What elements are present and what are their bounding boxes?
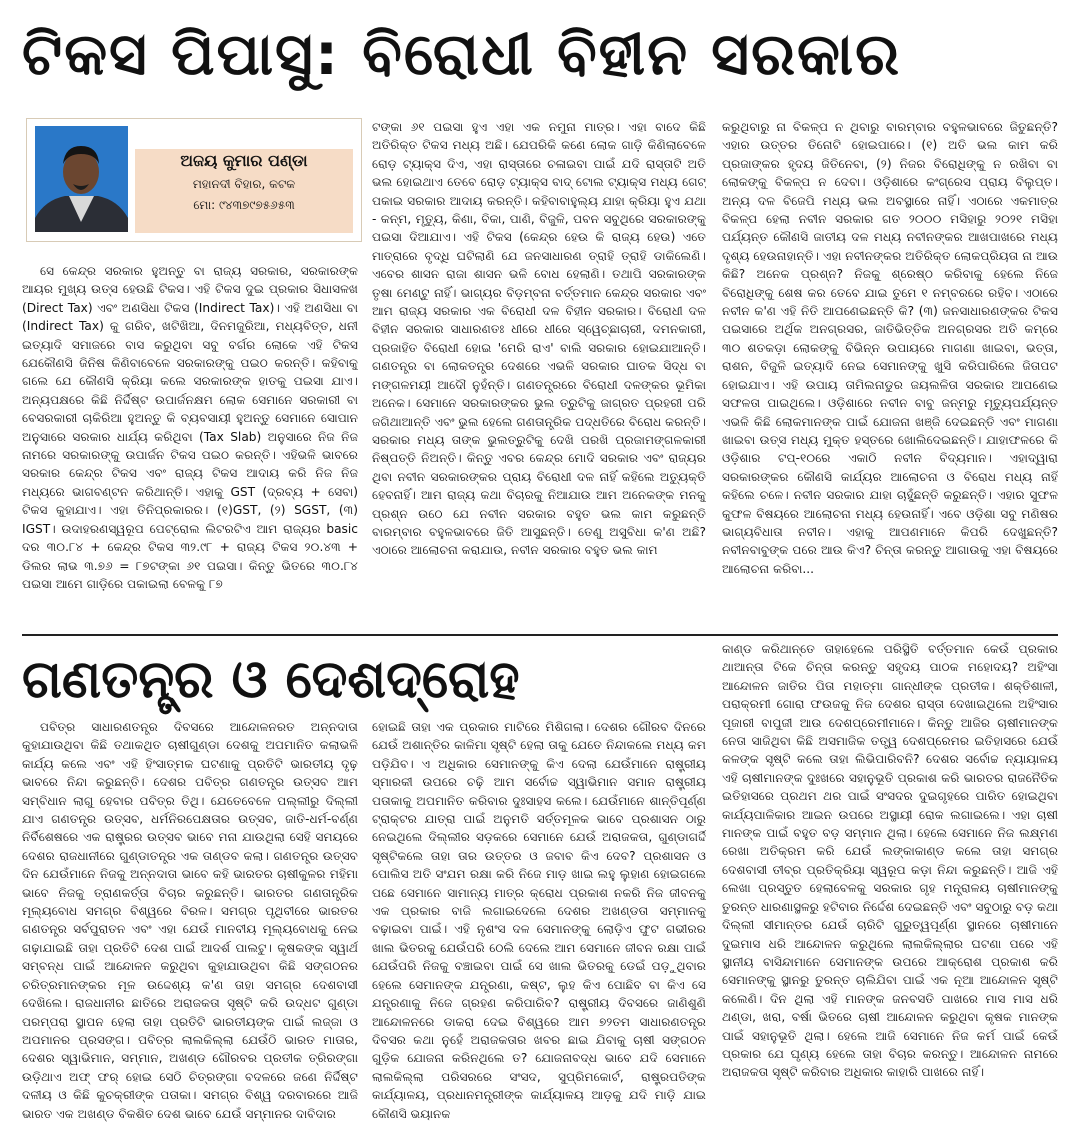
article2-column-3 (722, 640, 1058, 1138)
article2-column-1 (22, 718, 358, 1138)
article1-column-2 (372, 118, 706, 630)
author-name: ଅଜୟ କୁମାର ପଣ୍ଡା (180, 151, 308, 170)
article2-headline: ଗଣତନ୍ତ୍ର ଓ ଦେଶଦ୍ରୋହ (22, 650, 520, 710)
author-phone: ମୋ: ୯୪୩୭୯୭୫୬୫୩ (193, 198, 295, 212)
article2-column-2-text: ହୋଇଛି ତାହା ଏକ ପ୍ରକାର ମାଟିରେ ମିଶିଗଲା। ଦେଶର ଗୌରବ ଦିନରେ ଯେଉଁ ଅଶାନ୍ତିର କାଳିମା ସୃଷ୍ଟି ହେଲା ତାକୁ ଯେତେ ନିନ୍ଦାକଲେ ମଧ୍ୟ କମ ପଡ଼ିଯିବ। ଏ ଅଧିକାର ସେମାନଙ୍କୁ କିଏ ଦେଲା ଯେଉଁମାନେ ରାଷ୍ଟ୍ରୀୟ ସ୍ମାରକୀ ଉପରେ ଚଢ଼ି ଆମ ସର୍ବୋଚ୍ଚ ସ୍ୱାଭିମାନ ସମାନ ରାଷ୍ଟ୍ରୀୟ ପତାକାକୁ ଅପମାନିତ କରିବାର ଦୁଃସାହସ କଲେ। ଯେଉଁମାନେ ଶାନ୍ତିପୂର୍ଣ୍ଣ ଟ୍ରାକ୍ଟର ଯାତ୍ରା ପାଇଁ ଅନୁମତି ସର୍ତ୍ତମୂଳକ ଭାବେ ପ୍ରଶାସନ ଠାରୁ ନେଇଥିଲେ ଦିଲ୍ଲୀର ସଡ଼କରେ ସେମାନେ ଯେଉଁ ଅରାଜକତା, ଗୁଣ୍ଡାଗର୍ଦ୍ଦି ସୃଷ୍ଟିକଲେ ତାହା ତାର ଉତ୍ତର ଓ ଜବାବ କିଏ ଦେବ? ପ୍ରଶାସନ ଓ ପୋଲିସ ଅତି ସଂଯମ ରକ୍ଷା କରି ନିଜେ ମାଡ଼ ଖାଇ ଲହୁ ଲୁହାଣ ହୋଇଗଲେ ପଛେ ସେମାନେ ସାମାନ୍ୟ ମାତ୍ର କ୍ରୋଧ ପ୍ରକାଶ ନକରି ନିଜ ଜୀବନକୁ ଏକ ପ୍ରକାର ବାଜି ଲଗାଇଦେଲେ ଦେଶର ଅଖଣ୍ଡତା ସମ୍ମାନକୁ ବଢ଼ାଇବା ପାଇଁ। ଏହି ନୃଶଂସ ଦଳ ସେମାନଙ୍କୁ ଲୋଡ଼ିଏ ଫୁଟ ଗଭୀରର ଖାଲ ଭିତରକୁ ଯେଉଁପରି ଠେଲି ଦେଲେ ଆମ ସେମାନେ ଜୀବନ ରକ୍ଷା ପାଇଁ ଯେଉଁପରି ନିଜକୁ ବଞ୍ଚାଇବା ପାଇଁ ସେ ଖାଲ ଭିତରକୁ ଡେଇଁ ପଡ଼ୁଥିବାର ହେଲେ ସେମାନଙ୍କ ଯନ୍ତ୍ରଣା, କଷ୍ଟ, ଲୁହ କିଏ ପୋଛିବ ବା କିଏ ସେ ଯନ୍ତ୍ରଣାକୁ ନିଜେ ଗ୍ରହଣ କରିପାରିବ? ରାଷ୍ଟ୍ରୀୟ ଦିବସରେ ଜାଣିଶୁଣି ଆନ୍ଦୋଳନରେ ଡାକରା ଦେଇ ବିଶ୍ୱରେ ଆମ ୭୨ତମ ସାଧାରଣତନ୍ତ୍ର ଦିବସର କଥା ନୁହେଁ ଅରାଜକତାର ଖବର ଛାଇ ଯିବାକୁ ଚାଷୀ ସଙ୍ଗଠନ ଗୁଡ଼ିକ ଯୋଜନା କରିନଥିଲେ ତ? ଯୋଜନାବଦ୍ଧ ଭାବେ ଯଦି ସେମାନେ ଲାଲକିଲ୍ଲା ପରିସରରେ ସଂସଦ, ସୁପ୍ରିମକୋର୍ଟ, ରାଷ୍ଟ୍ରପତିଙ୍କ କାର୍ଯ୍ୟାଳୟ, ପ୍ରଧାନମନ୍ତ୍ରୀଙ୍କ କାର୍ଯ୍ୟାଳୟ ଆଡ଼କୁ ଯଦି ମାଡ଼ି ଯାଇ କୌଣସି ଭୟାନକ (372, 720, 706, 1121)
author-info (135, 149, 353, 233)
author-box (26, 118, 362, 242)
article1-column-3-text: କରୁଥିବାରୁ ନା ବିକଳ୍ପ ନ ଥିବାରୁ ବାରମ୍ବାର ବହୁଳଭାବରେ ଜିତୁଛନ୍ତି? ଏହାର ଉତ୍ତର ତିନୋଟି ହୋଇପାରେ। (୧) ଅତି ଭଲ କାମ କରି ପ୍ରଜାଙ୍କର ହୃଦୟ ଜିତିନେବା, (୨) ନିଜର ବିରୋଧିଙ୍କୁ ନ ରଖିବା ବା ଲୋକଙ୍କୁ ବିକଳ୍ପ ନ ଦେବା। ଓଡ଼ିଶାରେ କଂଗ୍ରେସ ପ୍ରାୟ ବିଲୁପ୍ତ। ଅନ୍ୟ ଦଳ ବିଜେପି ମଧ୍ୟ ଭଲ ଅବସ୍ଥାରେ ନାହିଁ। ଏଠାରେ ଏକମାତ୍ର ବିକଳ୍ପ ହେଲା ନବୀନ ସରକାର ଗତ ୨୦୦୦ ମସିହାରୁ ୨୦୨୧ ମସିହା ପର୍ଯ୍ୟନ୍ତ କୌଣସି ଜାତୀୟ ଦଳ ମଧ୍ୟ ନବୀନଙ୍କର ଆଖପାଖରେ ମଧ୍ୟ ଦୃଶ୍ୟ ହେଉନାହାନ୍ତି। ଏହା ନବୀନଙ୍କର ଅତିରିକ୍ତ ଲୋକପ୍ରିୟତା ନା ଆଉ କିଛି? ଅନେକ ପ୍ରଶ୍ନ? ନିଜକୁ ଶ୍ରେଷ୍ଠ କରିବାକୁ ହେଲେ ନିଜେ ବିରୋଧିଙ୍କୁ ଶେଷ କର ତେବେ ଯାଇ ତୁମେ ୧ ନମ୍ବରରେ ରହିବ। ଏଠାରେ ନବୀନ କ'ଣ ଏହି ନିତି ଆପଣେଇଛନ୍ତି କି? (୩) ଜନସାଧାରଣଙ୍କର ଟିକସ ପଇସାରେ ଅର୍ଥିକ ଅନଗ୍ରସର, ଜାତିଭିତ୍ତିକ ଅନଗ୍ରସର ଅତି କମ୍‌ରେ ୩୦ ଶତକଡ଼ା ଲୋକଙ୍କୁ ବିଭିନ୍ନ ଉପାୟରେ ମାଗଣା ଖାଇବା, ଭତ୍ତା, ରାଶନ, ବିଜୁଳି ଇତ୍ୟାଦି ନେଇ ସେମାନଙ୍କୁ ଖୁସି କରିପାରିଲେ ଜିତାପଟ ହୋଇଯାଏ। ଏହି ଉପାୟ ତାମିଲନାଡୁର ଜୟଲଳିତା ସରକାର ଆପଣେଇ ସଫଳତା ପାଇଥିଲେ। ଓଡ଼ିଶାରେ ନବୀନ ବାବୁ ଜନ୍ମରୁ ମୃତ୍ୟୁପର୍ଯ୍ୟନ୍ତ ଏଭଳି କିଛି ଲୋକମାନଙ୍କ ପାଇଁ ଯୋଜନା ଖଞ୍ଜି ଦେଇଛନ୍ତି ଏବଂ ମାଗଣା ଖାଇବା ଉତ୍ସ ମଧ୍ୟ ମୁକ୍ତ ହସ୍ତରେ ଖୋଲିଦେଇଛନ୍ତି। ଯାହାଫଳରେ କି ଓଡ଼ିଶାର ଟପ୍-୧୦ରେ ଏକାଠି ନବୀନ ବିଦ୍ୟମାନ। ଏହାଦ୍ୱାରା ସରକାରଙ୍କର କୌଣସି କାର୍ଯ୍ୟର ଆଲୋଚନା ଓ ବିରୋଧ ମଧ୍ୟ ନାହିଁ କହିଲେ ଚଳେ। ନବୀନ ସରକାର ଯାହା ଚାହୁଁଛନ୍ତି କରୁଛନ୍ତି। ଏହାର ସୁଫଳ କୁଫଳ ବିଷୟରେ ଆଲୋଚନା ମଧ୍ୟ ହେଉନାହିଁ। ଏବେ ଓଡ଼ିଶା ସବୁ ମଣିଷର ଭାଗ୍ୟବିଧାତା ନବୀନ। ଏହାକୁ ଆପଣମାନେ କିପରି ଦେଖୁଛନ୍ତି? ନବୀନବାବୁଙ୍କ ପରେ ଆଉ କିଏ? ଚିନ୍ତା କରନ୍ତୁ ଆଗାଉକୁ ଏହା ବିଷୟରେ ଆଲୋଚନା କରିବା... (722, 120, 1058, 576)
article2-column-3-text: କାଣ୍ଡ କରିଥାନ୍ତେ ତାହାହେଲେ ପରିସ୍ଥିତି ବର୍ତ୍ତମାନ କେଉଁ ପ୍ରକାର ଥାଆନ୍ତା ଟିକେ ଚିନ୍ତା କରନ୍ତୁ ସହୃଦୟ ପାଠକ ମହୋଦୟ? ଅହିଂସା ଆନ୍ଦୋଳନ ଜାତିର ପିତା ମହାତ୍ମା ଗାନ୍ଧୀଙ୍କ ପ୍ରତୀକ। ଶକ୍ତିଶାଳୀ, ପରାକ୍ରମୀ ଗୋରା ଫଉଜକୁ ନିଜ ଦେଶର ରାସ୍ତା ଦେଖାଇଥିଲେ ଅହିଂସାର ପୂଜାରୀ ବାପୁଜୀ ଆଉ ଦେଶପ୍ରେମୀମାନେ। କିନ୍ତୁ ଆଜିର ଚାଷୀମାନଙ୍କ ନେତା ସାଜିଥିବା କିଛି ଅସମାଜିକ ତତ୍ତ୍ୱ ଦେଶପ୍ରେମର ଇତିହାସରେ ଯେଉଁ କଳଙ୍କ ସୃଷ୍ଟି କଲେ ତାହା ଲିଭିପାରିବନି? ଦେଶର ସର୍ବୋଚ୍ଚ ନ୍ୟାୟାଳୟ ଏହି ଚାଷୀମାନଙ୍କ ଦୁଃଖରେ ସହାନୁଭୂତି ପ୍ରକାଶ କରି ଭାରତର ରାଜନୈତିକ ଇତିହାସରେ ପ୍ରଥମ ଥର ପାଇଁ ସଂସଦର ଦୁଇଗୃହରେ ପାରିତ ହୋଇଥିବା କାର୍ଯ୍ୟପାଳିକାର ଆଇନ ଉପରେ ଅସ୍ଥାୟୀ ରୋକ ଲଗାଇଲେ। ଏହା ଚାଷୀ ମାନଙ୍କ ପାଇଁ ବହୁତ ବଡ଼ ସମ୍ମାନ ଥିଲା। ହେଲେ ସେମାନେ ନିଜ ଲକ୍ଷ୍ମଣ ରେଖା ଅତିକ୍ରମ କରି ଯେଉଁ ଲଙ୍କାକାଣ୍ଡ କଲେ ତାହା ସମଗ୍ର ଦେଶବାସୀ ତୀବ୍ର ପ୍ରତିକ୍ରିୟା ସ୍ୱରୂପ କଡ଼ା ନିନ୍ଦା କରୁଛନ୍ତି। ଆଜି ଏହି ଲେଖା ପ୍ରସ୍ତୁତ ହେଲାବେଳକୁ ସରକାର ଗୃହ ମନ୍ତ୍ରାଳୟ ଚାଷୀମାନଙ୍କୁ ତୁରନ୍ତ ଧାରଣାସ୍ଥଳରୁ ହଟିବାର ନିର୍ଦ୍ଦେଶ ଦେଇଛନ୍ତି ଏବଂ ସବୁଠାରୁ ବଡ଼ କଥା ଦିଲ୍ଲୀ ସୀମାନ୍ତର ଯେଉଁ ଚାରିଟି ଗୁରୁତ୍ୱପୂର୍ଣ୍ଣ ସ୍ଥାନରେ ଚାଷୀମାନେ ଦୁଇମାସ ଧରି ଆନ୍ଦୋଳନ କରୁଥିଲେ ଲାଲକିଲ୍ଲାର ଘଟଣା ପରେ ଏହି ସ୍ଥାନୀୟ ବାସିନ୍ଦାମାନେ ସେମାନଙ୍କ ଉପରେ ଆକ୍ରୋଶ ପ୍ରକାଶ କରି ସେମାନଙ୍କୁ ସ୍ଥାନରୁ ତୁରନ୍ତ ଚାଲିଯିବା ପାଇଁ ଏକ ନୂଆ ଆନ୍ଦୋଳନ ସୃଷ୍ଟି କଲେଣି। ଦିନ ଥିଲା ଏହି ମାନଙ୍କ ଜନବସତି ପାଖରେ ମାସ ମାସ ଧରି ଥଣ୍ଡା, ଖରା, ବର୍ଷା ଭିତରେ ଚାଷୀ ଆନ୍ଦୋଳନ କରୁଥିବା କୃଷକ ମାନଙ୍କ ପାଇଁ ସହାନୁଭୂତି ଥିଲା। ହେଲେ ଆଜି ସେମାନେ ନିଜ କର୍ମ ପାଇଁ କେଉଁ ପ୍ରକାର ଯେ ଘୃଣ୍ୟ ହେଲେ ତାହା ବିଚାର କରନ୍ତୁ। ଆନ୍ଦୋଳନ ନାମରେ ଅରାଜକତା ସୃଷ୍ଟି କରିବାର ଅଧିକାର କାହାରି ପାଖରେ ନାହିଁ। (722, 642, 1058, 1080)
article-divider (22, 634, 1058, 636)
article1-column-1 (22, 262, 358, 630)
article2-column-1-text: ପବିତ୍ର ସାଧାରଣତନ୍ତ୍ର ଦିବସରେ ଆନ୍ଦୋଳନରତ ଅନ୍ନଦାତା କୁହାଯାଉଥିବା କିଛି ତଥାକଥିତ ଚାଷୀଗୁଣ୍ଡା ଦେଶକୁ ଅପମାନିତ କଲାଭଳି କାର୍ଯ୍ୟ କଲେ ଏବଂ ଏହି ହିଂସାତ୍ମକ ଘଟଣାକୁ ପ୍ରତିଟି ଭାରତୀୟ ଦୃଢ଼ ଭାବରେ ନିନ୍ଦା କରୁଛନ୍ତି। ଦେଶର ପବିତ୍ର ଗଣତନ୍ତ୍ର ଉତ୍ସବ ଆମ ସମ୍ବିଧାନ ଲାଗୁ ହେବାର ପବିତ୍ର ତିଥି। ଯେତେବେଳେ ପଲ୍ଲୀରୁ ଦିଲ୍ଲୀ ଯାଏ ଗଣତନ୍ତ୍ର ଉତ୍ସବ, ଧର୍ମନିରପେକ୍ଷତାର ଉତ୍ସବ, ଜାତି-ଧର୍ମ-ବର୍ଣ୍ଣ ନିର୍ବିଶେଷରେ ଏକ ରାଷ୍ଟ୍ରର ଉତ୍ସବ ଭାବେ ମନା ଯାଉଥିଲା ସେହି ସମୟରେ ଦେଶର ରାଜଧାନୀରେ ଗୁଣ୍ଡାତନ୍ତ୍ର ଏକ ତାଣ୍ଡବ କଲା। ଗଣତନ୍ତ୍ର ଉତ୍ସବ ଦିନ ଯେଉଁମାନେ ନିଜକୁ ଅନ୍ନଦାତା ଭାବେ କହି ଭାରତର ଚାଷୀକୁଳର ମହିମା ଭାବେ ନିଜକୁ ତ୍ରାଣକର୍ତ୍ତା ବିଚାର କରୁଛନ୍ତି। ଭାରତର ଗଣତାନ୍ତ୍ରିକ ମୂଲ୍ୟବୋଧ ସମଗ୍ର ବିଶ୍ୱରେ ବିରଳ। ସମଗ୍ର ପୃଥିବୀରେ ଭାରତର ଗଣତନ୍ତ୍ର ସର୍ବପୁରାତନ ଏବଂ ଏହା ଯେଉଁ ମାନବୀୟ ମୂଲ୍ୟବୋଧକୁ ନେଇ ଗଢ଼ାଯାଇଛି ତାହା ପ୍ରତିଟି ଦେଶ ପାଇଁ ଆଦର୍ଶ ପାଲଟୁ। କୃଷକଙ୍କ ସ୍ୱାର୍ଥ ସମ୍ବନ୍ଧ ପାଇଁ ଆନ୍ଦୋଳନ କରୁଥିବା କୁହାଯାଉଥିବା କିଛି ସଙ୍ଗଠନର ଚରିତ୍ରମାନଙ୍କର ମୂଳ ଉଦ୍ଦେଶ୍ୟ କ'ଣ ତାହା ସମଗ୍ର ଦେଶବାସୀ ଦେଖିଲେ। ରାଜଧାନୀର ଛାତିରେ ଅରାଜକତା ସୃଷ୍ଟି କରି ଉଦ୍ଧଟ ଗୁଣ୍ଡା ପରମ୍ପରା ସ୍ଥାପନ ହେଲା ତାହା ପ୍ରତିଟି ଭାରତୀୟଙ୍କ ପାଇଁ ଲଜ୍ଜା ଓ ଅପମାନର ପ୍ରସଙ୍ଗ। ପବିତ୍ର ଲାଲକିଲ୍ଲା ଯେଉଁଠି ଭାରତ ମାତାର, ଦେଶର ସ୍ୱାଭିମାନ, ସମ୍ମାନ, ଅଖଣ୍ଡ ଗୌରବର ପ୍ରତୀକ ତ୍ରିରଙ୍ଗା ଉଡ଼ିଥାଏ ଅଫ୍ ଫର୍ ହୋଇ ସେଠି ଚିତ୍ରଙ୍ଗା ବଦଳରେ ଜଣେ ନିର୍ଦ୍ଦିଷ୍ଟ ଦଳୀୟ ଓ କିଛି କୁଚକ୍ରୀଙ୍କ ପତାକା। ସମଗ୍ର ବିଶ୍ୱ ଦରବାରରେ ଆଜି ଭାରତ ଏକ ଅଖଣ୍ଡ ବିକଶିତ ଦେଶ ଭାବେ ଯେଉଁ ସମ୍ମାନର ଦାବିଦାର (22, 720, 358, 1121)
article1-headline: ଟିକସ ପିପାସୁ: ବିରୋଧୀ ବିହୀନ ସରକାର (22, 20, 902, 88)
article1-column-1-text: ସେ କେନ୍ଦ୍ର ସରକାର ହୁଅନ୍ତୁ ବା ରାଜ୍ୟ ସରକାର, ସରକାରଙ୍କ ଆୟର ମୁଖ୍ୟ ଉତ୍ସ ହେଉଛି ଟିକସ। ଏହି ଟିକସ ଦୁଇ ପ୍ରକାର ସିଧାସଳଖ (Direct Tax) ଏବଂ ଅଣସିଧା ଟିକସ (Indirect Tax)। ଏହି ଅଣସିଧା ବା (Indirect Tax) କୁ ଗରିବ, ଖଟିଖିଆ, ଦିନମଜୁରିଆ, ମଧ୍ୟବିତ୍ତ, ଧନୀ ଇତ୍ୟାଦି ସମାଜରେ ବାସ କରୁଥିବା ସବୁ ବର୍ଗର ଲୋକେ ଏହି ଟିକସ ଯେକୌଣସି ଜିନିଷ କିଣିବାବେଳେ ସରକାରଙ୍କୁ ପଇଠ କରନ୍ତି। କହିବାକୁ ଗଲେ ଯେ କୌଣସି କ୍ରିୟା କଲେ ସରକାରଙ୍କ ହାତକୁ ପଇସା ଯାଏ। ଅନ୍ୟପକ୍ଷରେ କିଛି ନିର୍ଦ୍ଦିଷ୍ଟ ଉପାର୍ଜନକ୍ଷମ ଲୋକ ସେମାନେ ସରକାରୀ ବା ବେସରକାରୀ ଚାକିରିଆ ହୁଅନ୍ତୁ କି ବ୍ୟବସାୟୀ ହୁଅନ୍ତୁ ସେମାନେ ସୋପାନ ଅନୁସାରେ ସରକାର ଧାର୍ଯ୍ୟ କରିଥିବା (Tax Slab) ଅନୁସାରେ ନିଜ ନିଜ ନାମରେ ସରକାରଙ୍କୁ ଉପାର୍ଜନ ଟିକସ ପଇଠ କରନ୍ତି। ଏହିଭଳି ଭାବରେ ସରକାର କେନ୍ଦ୍ର ଟିକସ ଏବଂ ରାଜ୍ୟ ଟିକସ ଆଦାୟ କରି ନିଜ ନିଜ ମଧ୍ୟରେ ଭାଗବଣ୍ଟନ କରିଥାନ୍ତି। ଏହାକୁ GST (ଦ୍ରବ୍ୟ + ସେବା) ଟିକସ କୁହାଯାଏ। ଏହା ତିନିପ୍ରକାରର। (୧)GST, (୨) SGST, (୩) IGST। ଉଦାହରଣସ୍ୱରୂପ ପେଟ୍ରୋଲ ଲିଟରଟିଏ ଆମ ରାଜ୍ୟର basic ଦର ୩୦.୮୪ + କେନ୍ଦ୍ର ଟିକସ ୩୨.୯୮ + ରାଜ୍ୟ ଟିକସ ୨୦.୪୩ + ଡିଲର ଲାଭ ୩.୭୬ = ୮୭ଟଙ୍କା ୬୧ ପଇସା। କିନ୍ତୁ ଭିତରେ ୩୦.୮୪ ପଇସା ଆମେ ଗାଡ଼ିରେ ପକାଇଲା ବେଳକୁ ୮୭ (22, 264, 358, 591)
article2-column-2 (372, 718, 706, 1138)
author-place: ମହାନଦୀ ବିହାର, କଟକ (192, 177, 296, 191)
author-photo (35, 126, 128, 232)
article1-column-2-text: ଟଙ୍କା ୬୧ ପଇସା ହୁଏ ଏହା ଏକ ନମୁନା ମାତ୍ର। ଏହା ବାଦେ କିଛି ଅତିରିକ୍ତ ଟିକସ ମଧ୍ୟ ଅଛି। ଯେପରିକି କଣେ ଲୋକ ଗାଡ଼ି କିଣିଲାବେଳେ ରୋଡ଼ ଟ୍ୟାକ୍ସ ଦିଏ, ଏହା ରାସ୍ତାରେ ଚଳାଇବା ପାଇଁ ଯଦି ରାସ୍ତାଟି ଅତି ଭଲ ହୋଇଥାଏ ତେବେ ରୋଡ଼ ଟ୍ୟାକ୍ସ ବାଦ୍ ଟୋଲ ଟ୍ୟାକ୍ସ ମଧ୍ୟ ଗେଟ୍ ପକାଇ ସରକାର ଆଦାୟ କରନ୍ତି। କହିବାବାହୁଲ୍ୟ ଯାହା କ୍ରିୟା ହୁଏ ଯଥା - କନ୍ମ, ମୃତ୍ୟୁ, କିଣା, ବିକା, ପାଣି, ବିଜୁଳି, ପବନ ସବୁଥିରେ ସରକାରଙ୍କୁ ପଇସା ଦିଆଯାଏ। ଏହି ଟିକସ (କେନ୍ଦ୍ର ହେଉ କି ରାଜ୍ୟ ହେଉ) ଏତେ ମାତ୍ରାରେ ବୃଦ୍ଧି ଘଟିଲାଣି ଯେ ଜନସାଧାରଣ ତ୍ରାହି ତ୍ରାହି ଡାକିଲେଣି। ଏବେର ଶାସନ ରାଜା ଶାସନ ଭଳି ବୋଧ ହେଲାଣି। ତଥାପି ସରକାରଙ୍କ ତୃଷା ମେଣ୍ଟୁ ନାହିଁ। ଭାଗ୍ୟର ବିଡ଼ମ୍ବନା ବର୍ତ୍ତମାନ କେନ୍ଦ୍ର ସରକାର ଏବଂ ଆମ ରାଜ୍ୟ ସରକାର ଏକ ବିରୋଧୀ ଦଳ ବିହୀନ ସରକାର। ବିରୋଧୀ ଦଳ ବିହୀନ ସରକାର ସାଧାରଣତଃ ଧୀରେ ଧୀରେ ସ୍ୱେଚ୍ଛାଚାରୀ, ଦମନକାରୀ, ପ୍ରଜାହିତ ବିରୋଧୀ ହୋଇ 'ମେରି ରାଏ' ବାଲି ସରକାର ହୋଇଯାଆନ୍ତି। ଗଣତନ୍ତ୍ର ବା ଲୋକତନ୍ତ୍ର ଦେଶରେ ଏଭଳି ସରକାର ଘାତକ ସିଦ୍ଧ ବା ମଙ୍ଗଳମୟୀ ଆଦୌ ନୁହଁନ୍ତି। ଗଣତନ୍ତ୍ରରେ ବିରୋଧୀ ଦଳଙ୍କର ଭୂମିକା ଅନେକ। ସେମାନେ ସରକାରଙ୍କର ଭୁଲ ତ୍ରୁଟିକୁ ଜାଗ୍ରତ ପ୍ରହରୀ ପରି ଜଗିଥାଆନ୍ତି ଏବଂ ଭୁଲ ହେଲେ ଗଣତାନ୍ତ୍ରିକ ପଦ୍ଧତିରେ ବିରୋଧ କରନ୍ତି। ସରକାର ମଧ୍ୟ ତାଙ୍କ ଭୁଲତ୍ରୁଟିକୁ ଦେଖି ପରଖି ପ୍ରଜାମଙ୍ଗଳକାରୀ ନିଷ୍ପତ୍ତି ନିଅନ୍ତି। କିନ୍ତୁ ଏବର କେନ୍ଦ୍ର ମୋଦି ସରକାର ଏବଂ ରାଜ୍ୟର ଥିବା ନବୀନ ସରକାରଙ୍କର ପ୍ରାୟ ବିରୋଧୀ ଦଳ ନାହିଁ କହିଲେ ଅତ୍ୟୁକ୍ତି ହେବନାହିଁ। ଆମ ରାଜ୍ୟ କଥା ବିଚାରକୁ ନିଆଯାଉ ଆମ ଅନେକଙ୍କ ମନକୁ ପ୍ରଶ୍ନ ଉଠେ ଯେ ନବୀନ ସରକାର ବହୁତ ଭଲ କାମ କରୁଛନ୍ତି ବାରମ୍ବାର ବହୁଳଭାବରେ ଜିତି ଆସୁଛନ୍ତି। ତେଣୁ ଅସୁବିଧା କ'ଣ ଅଛି? ଏଠାରେ ଆଲୋଚନା କରାଯାଉ, ନବୀନ ସରକାର ବହୁତ ଭଲ କାମ (372, 120, 706, 558)
article1-column-3 (722, 118, 1058, 630)
